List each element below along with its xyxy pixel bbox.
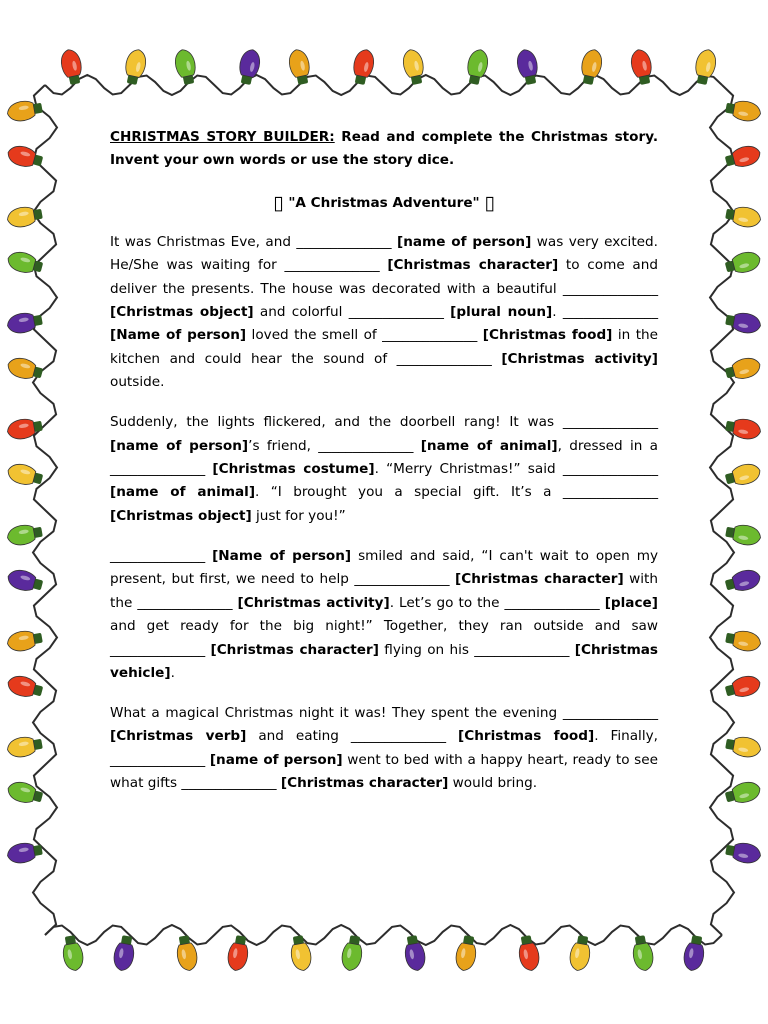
light-bulb (6, 628, 44, 653)
fill-in-blank: ______________ (350, 728, 447, 745)
story-paragraph (110, 702, 658, 796)
light-bulb (6, 204, 44, 229)
fill-in-blank: ______________ (504, 594, 600, 611)
light-bulb (288, 934, 313, 972)
light-bulb (724, 416, 762, 441)
light-bulb (350, 48, 376, 86)
word-prompt: [Christmas character] (455, 571, 624, 588)
story-text: in the kitchen and could hear the sound of (110, 327, 659, 367)
story-text: Suddenly, the lights flickered, and the doorbell rang! It was (110, 414, 563, 431)
fill-in-blank: ______________ (296, 233, 392, 250)
story-paragraph (110, 545, 658, 685)
story-paragraph (110, 231, 658, 395)
story-text: , dressed in a (557, 437, 658, 454)
story-text: outside. (110, 374, 165, 391)
story-text: smiled and said, “I can't wait to open my present, but first, we need to help (110, 547, 658, 588)
story-sheet (110, 126, 658, 812)
light-bulb (515, 48, 541, 86)
story-text: would bring. (448, 775, 538, 792)
story-body (110, 231, 658, 796)
title-left-icon: ▯ (273, 191, 284, 214)
light-bulb (60, 934, 85, 972)
fill-in-blank: ______________ (474, 641, 570, 658)
fill-in-blank: ______________ (110, 641, 206, 658)
word-prompt: [name of person] (209, 751, 343, 768)
light-bulb (173, 48, 199, 86)
light-bulb (724, 98, 762, 123)
light-bulb (6, 734, 44, 759)
wire-segment (45, 925, 722, 945)
story-text (413, 438, 420, 454)
light-bulb (402, 934, 427, 972)
story-title-text: "A Christmas Adventure" (288, 194, 480, 211)
light-bulb (6, 522, 44, 547)
fill-in-blank: ______________ (110, 461, 206, 478)
word-prompt: [Christmas verb] (110, 728, 247, 745)
word-prompt: [Christmas character] (210, 641, 379, 658)
word-prompt: [Christmas food] (482, 327, 613, 344)
word-prompt: [Christmas costume] (212, 461, 375, 478)
word-prompt: [name of animal] (420, 437, 558, 454)
fill-in-blank: ______________ (562, 461, 658, 478)
fill-in-blank: ______________ (181, 775, 277, 792)
word-prompt: [name of animal] (110, 484, 256, 501)
light-bulb (724, 249, 763, 277)
story-text: ’s friend, (248, 437, 319, 454)
story-text: and colorful (253, 304, 349, 321)
fill-in-blank: ______________ (396, 350, 492, 367)
light-bulb (692, 48, 718, 86)
fill-in-blank: ______________ (110, 751, 206, 768)
word-prompt: [name of person] (396, 233, 532, 250)
light-bulb (6, 355, 45, 383)
word-prompt: [Name of person] (212, 547, 352, 564)
word-prompt: [Christmas vehicle] (110, 641, 658, 681)
light-bulb (174, 934, 199, 972)
story-text: . (552, 304, 563, 321)
light-bulb (6, 567, 45, 595)
story-text: . (170, 664, 175, 681)
light-bulb (59, 48, 85, 86)
story-paragraph (110, 411, 658, 528)
light-bulb (6, 779, 45, 807)
light-bulb (630, 934, 655, 972)
instructions-label: CHRISTMAS STORY BUILDER: (110, 129, 335, 145)
fill-in-blank: ______________ (562, 484, 658, 501)
light-bulb (724, 840, 762, 865)
story-text: . Finally, (594, 728, 658, 745)
instructions-text: Read and complete the Christmas story. Invent your own words or use the story dice. (110, 129, 658, 169)
fill-in-blank: ______________ (110, 547, 206, 564)
light-bulb (724, 522, 762, 547)
word-prompt: [name of person] (110, 437, 249, 454)
word-prompt: [Christmas object] (110, 507, 252, 524)
light-bulb (236, 48, 262, 86)
fill-in-blank: ______________ (382, 327, 478, 344)
fill-in-blank: ______________ (348, 304, 444, 321)
story-text: just for you!” (251, 507, 346, 524)
light-bulb (724, 567, 763, 595)
light-bulb (516, 934, 541, 972)
fill-in-blank: ______________ (284, 257, 380, 274)
fill-in-blank: ______________ (562, 280, 658, 297)
light-bulb (724, 734, 762, 759)
word-prompt: [Christmas object] (110, 304, 254, 321)
word-prompt: [Name of person] (110, 327, 247, 344)
word-prompt: [Christmas activity] (237, 594, 390, 611)
light-bulb (629, 48, 655, 86)
light-bulb (724, 628, 762, 653)
story-text (446, 728, 458, 744)
story-text: went to bed with a happy heart, ready to see what gifts (110, 751, 658, 792)
light-bulb (6, 461, 45, 489)
light-bulb (724, 673, 763, 701)
fill-in-blank: ______________ (354, 571, 450, 588)
word-prompt: [Christmas character] (280, 775, 449, 792)
light-bulb (6, 310, 44, 335)
word-prompt: [Christmas activity] (501, 350, 659, 367)
instructions (110, 126, 658, 173)
light-bulb (122, 48, 148, 86)
light-bulb (682, 934, 707, 972)
story-text (492, 351, 502, 367)
light-bulb (454, 934, 479, 972)
story-text: with the (110, 571, 659, 611)
word-prompt: [plural noun] (450, 304, 553, 321)
fill-in-blank: ______________ (137, 594, 233, 611)
story-text: flying on his (378, 641, 475, 658)
light-bulb (6, 249, 45, 277)
word-prompt: [Christmas character] (387, 257, 559, 274)
story-text: to come and deliver the presents. The house was decorated with a beautiful (110, 257, 658, 297)
light-bulb (112, 934, 137, 972)
light-bulb (724, 779, 763, 807)
word-prompt: [place] (604, 594, 658, 611)
wire-segment (45, 75, 722, 95)
light-bulb (568, 934, 593, 972)
story-text: and get ready for the big night!” Together, they ran outside and saw (110, 618, 658, 635)
story-text: and eating (246, 728, 351, 745)
word-prompt: [Christmas food] (458, 728, 595, 745)
light-bulb (578, 48, 604, 86)
fill-in-blank: ______________ (318, 437, 414, 454)
story-text: . “Merry Christmas!” said (374, 461, 563, 478)
story-title (110, 191, 658, 215)
light-bulb (464, 48, 490, 86)
light-bulb (6, 98, 44, 123)
story-text: . “I brought you a special gift. It’s a (255, 484, 563, 501)
fill-in-blank: ______________ (562, 704, 658, 721)
light-bulb (724, 461, 763, 489)
light-bulb (6, 416, 44, 441)
fill-in-blank: ______________ (562, 304, 658, 321)
fill-in-blank: ______________ (562, 414, 658, 431)
story-text: loved the smell of (246, 327, 383, 344)
story-text: . Let’s go to the (389, 594, 505, 611)
story-text: It was Christmas Eve, and (110, 233, 297, 250)
story-text: was very excited. He/She was waiting for (110, 233, 658, 274)
light-bulb (401, 48, 427, 86)
title-right-icon: ▯ (484, 191, 495, 214)
story-text: What a magical Christmas night it was! They spent the evening (110, 704, 563, 721)
light-bulb (287, 48, 313, 86)
light-bulb (6, 673, 45, 701)
light-bulb (724, 355, 763, 383)
